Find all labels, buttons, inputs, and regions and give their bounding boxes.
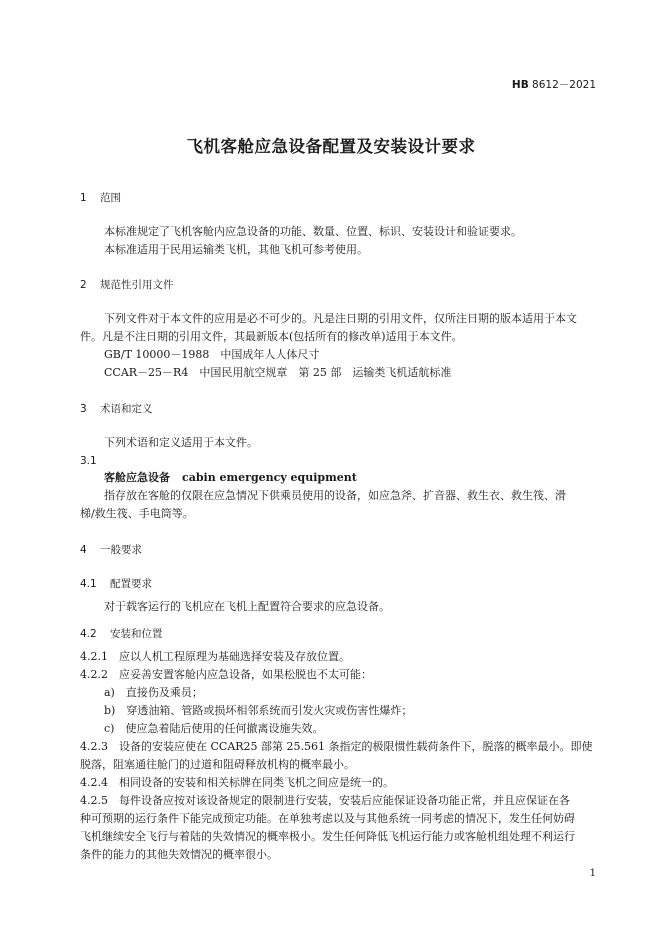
clause-4-2-5-line-2: 种可预期的运行条件下能完成预定功能。在单独考虑以及与其他系统一同考虑的情况下，发生任何妨碍 — [80, 812, 575, 825]
page-number: 1 — [589, 868, 596, 879]
clause-4-2-heading: 4.2 安装和位置 — [80, 628, 163, 640]
section-3-heading: 3 术语和定义 — [80, 403, 153, 415]
clause-4-2-5-line-1: 4.2.5 每件设备应按对该设备规定的限制进行安装，安装后应能保证设备功能正常，并且应保证在各 — [80, 794, 570, 807]
clause-4-2-5-line-3: 飞机继续安全飞行与着陆的失效情况的概率极小。发生任何降低飞机运行能力或客舱机组处理不利运行 — [80, 830, 575, 843]
section-1-para-2: 本标准适用于民用运输类飞机，其他飞机可参考使用。 — [104, 243, 368, 256]
term-definition-line-2: 梯/救生筏、手电筒等。 — [80, 507, 194, 520]
clause-4-1-para: 对于载客运行的飞机应在飞机上配置符合要求的应急设备。 — [104, 600, 390, 613]
term-entry: 客舱应急设备 cabin emergency equipment — [104, 471, 357, 484]
term-definition-line-1: 指存放在客舱的仅限在应急情况下供乘员使用的设备，如应急斧、扩音器、救生衣、救生筏、滑 — [104, 489, 566, 502]
section-2-para-line-2: 件。凡是不注日期的引用文件，其最新版本(包括所有的修改单)适用于本文件。 — [80, 330, 463, 343]
section-4-heading: 4 一般要求 — [80, 544, 142, 556]
document-title: 飞机客舱应急设备配置及安装设计要求 — [186, 137, 476, 156]
clause-4-2-3-line-2: 脱落，阻塞通往舱门的过道和阻碍释放机构的概率最小。 — [80, 758, 355, 771]
list-item-c: c) 使应急着陆后使用的任何撤离设施失效。 — [104, 722, 324, 735]
section-1-heading: 1 范围 — [80, 192, 121, 204]
list-item-a: a) 直接伤及乘员； — [104, 686, 203, 699]
reference-gbt10000: GB/T 10000－1988 中国成年人人体尺寸 — [104, 348, 320, 361]
section-3-para: 下列术语和定义适用于本文件。 — [104, 436, 258, 449]
section-2-para-line-1: 下列文件对于本文件的应用是必不可少的。凡是注日期的引用文件，仅所注日期的版本适用于本文 — [104, 312, 577, 325]
section-1-para-1: 本标准规定了飞机客舱内应急设备的功能、数量、位置、标识、安装设计和验证要求。 — [104, 225, 522, 238]
clause-4-2-4: 4.2.4 相同设备的安装和相关标牌在同类飞机之间应是统一的。 — [80, 776, 394, 789]
clause-4-1-heading: 4.1 配置要求 — [80, 578, 152, 590]
section-2-heading: 2 规范性引用文件 — [80, 279, 174, 291]
clause-4-2-5-line-4: 条件的能力的其他失效情况的概率很小。 — [80, 848, 278, 861]
list-item-b: b) 穿透油箱、管路或损坏相邻系统而引发火灾或伤害性爆炸； — [104, 704, 413, 717]
document-code: HB 8612－2021 — [511, 79, 596, 91]
clause-4-2-3-line-1: 4.2.3 设备的安装应使在 CCAR25 部第 25.561 条指定的极限惯性载荷条件下，脱落的概率最小。即使 — [80, 740, 593, 753]
reference-ccar25: CCAR－25－R4 中国民用航空规章 第 25 部 运输类飞机适航标准 — [104, 366, 452, 379]
clause-4-2-1: 4.2.1 应以人机工程原理为基础选择安装及存放位置。 — [80, 650, 350, 663]
clause-4-2-2: 4.2.2 应妥善安置客舱内应急设备，如果松脱也不太可能： — [80, 668, 372, 681]
clause-3-1-number: 3.1 — [80, 455, 97, 467]
